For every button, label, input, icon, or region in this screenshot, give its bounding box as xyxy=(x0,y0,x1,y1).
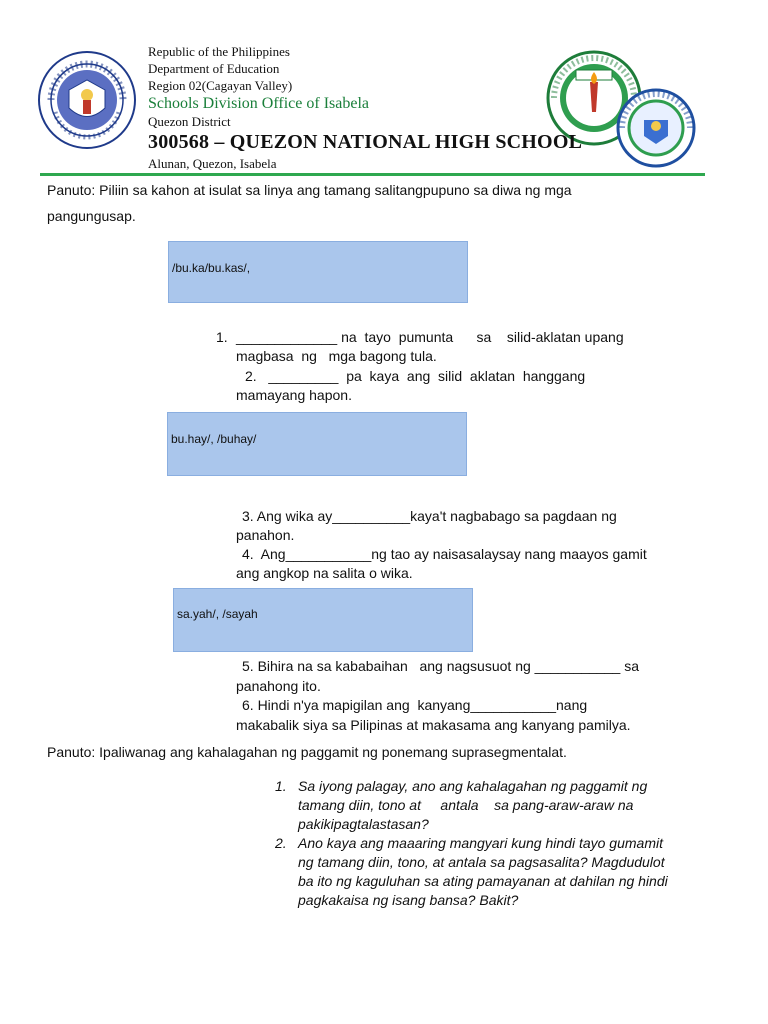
header-region: Region 02(Cagayan Valley) xyxy=(148,78,293,93)
question-2-line3: ba ito ng kaguluhan sa ating pamayanan at dahilan ng hindi xyxy=(298,873,668,889)
word-box-1 xyxy=(168,241,468,303)
instruction-2: Panuto: Ipaliwanag ang kahalagahan ng paggamit ng ponemang suprasegmentalat. xyxy=(47,744,567,760)
header-department: Department of Education xyxy=(148,61,280,76)
word-box-1-text: /bu.ka/bu.kas/, xyxy=(172,261,251,275)
instruction-1-line1: Panuto: Piliin sa kahon at isulat sa linya ang tamang salitangpupuno sa diwa ng mga xyxy=(47,182,572,198)
item-3-line1: 3. Ang wika ay__________kaya't nagbabago sa pagdaan ng xyxy=(242,508,617,524)
question-1-line1: Sa iyong palagay, ano ang kahalagahan ng paggamit ng xyxy=(298,778,648,794)
header-republic: Republic of the Philippines xyxy=(148,44,290,59)
question-1-line2: tamang diin, tono at antala sa pang-araw-araw na xyxy=(298,797,634,813)
question-1-number: 1. xyxy=(275,778,287,794)
item-1-number: 1. xyxy=(216,329,228,345)
instruction-1-line2: pangungusap. xyxy=(47,208,136,224)
question-2-line2: ng tamang diin, tono, at antala sa pagsasalita? Magdudulot xyxy=(298,854,665,870)
question-2-number: 2. xyxy=(275,835,287,851)
word-box-2 xyxy=(167,412,467,476)
header-district: Quezon District xyxy=(148,114,231,129)
question-2-line1: Ano kaya ang maaaring mangyari kung hindi tayo gumamit xyxy=(298,835,663,851)
deped-seal-logo xyxy=(37,50,137,150)
item-5-line2: panahong ito. xyxy=(236,678,321,694)
item-1-line2: magbasa ng mga bagong tula. xyxy=(236,348,437,364)
item-4-line1: 4. Ang___________ng tao ay naisasalaysay nang maayos gamit xyxy=(242,546,647,562)
word-box-3 xyxy=(173,588,473,652)
item-4-line2: ang angkop na salita o wika. xyxy=(236,565,413,581)
header-division-office: Schools Division Office of Isabela xyxy=(148,95,369,112)
header-divider xyxy=(40,173,705,176)
word-box-2-text: bu.hay/, /buhay/ xyxy=(171,432,257,446)
item-1-line1: _____________ na tayo pumunta sa silid-aklatan upang xyxy=(236,329,624,345)
item-2-line2: mamayang hapon. xyxy=(236,387,352,403)
word-box-3-text: sa.yah/, /sayah xyxy=(177,607,258,621)
question-1-line3: pakikipagtalastasan? xyxy=(298,816,429,832)
header-school-name: 300568 – QUEZON NATIONAL HIGH SCHOOL xyxy=(148,131,583,153)
item-6-line2: makabalik siya sa Pilipinas at makasama ang kanyang pamilya. xyxy=(236,717,631,733)
item-6-line1: 6. Hindi n'ya mapigilan ang kanyang___________nang xyxy=(242,697,588,713)
header-address: Alunan, Quezon, Isabela xyxy=(148,156,277,171)
item-2-line1: 2. _________ pa kaya ang silid aklatan hanggang xyxy=(245,368,586,384)
item-3-line2: panahon. xyxy=(236,527,295,543)
question-2-line4: pagkakaisa ng isang bansa? Bakit? xyxy=(298,892,519,908)
item-5-line1: 5. Bihira na sa kababaihan ang nagsusuot ng ___________ sa xyxy=(242,658,639,674)
